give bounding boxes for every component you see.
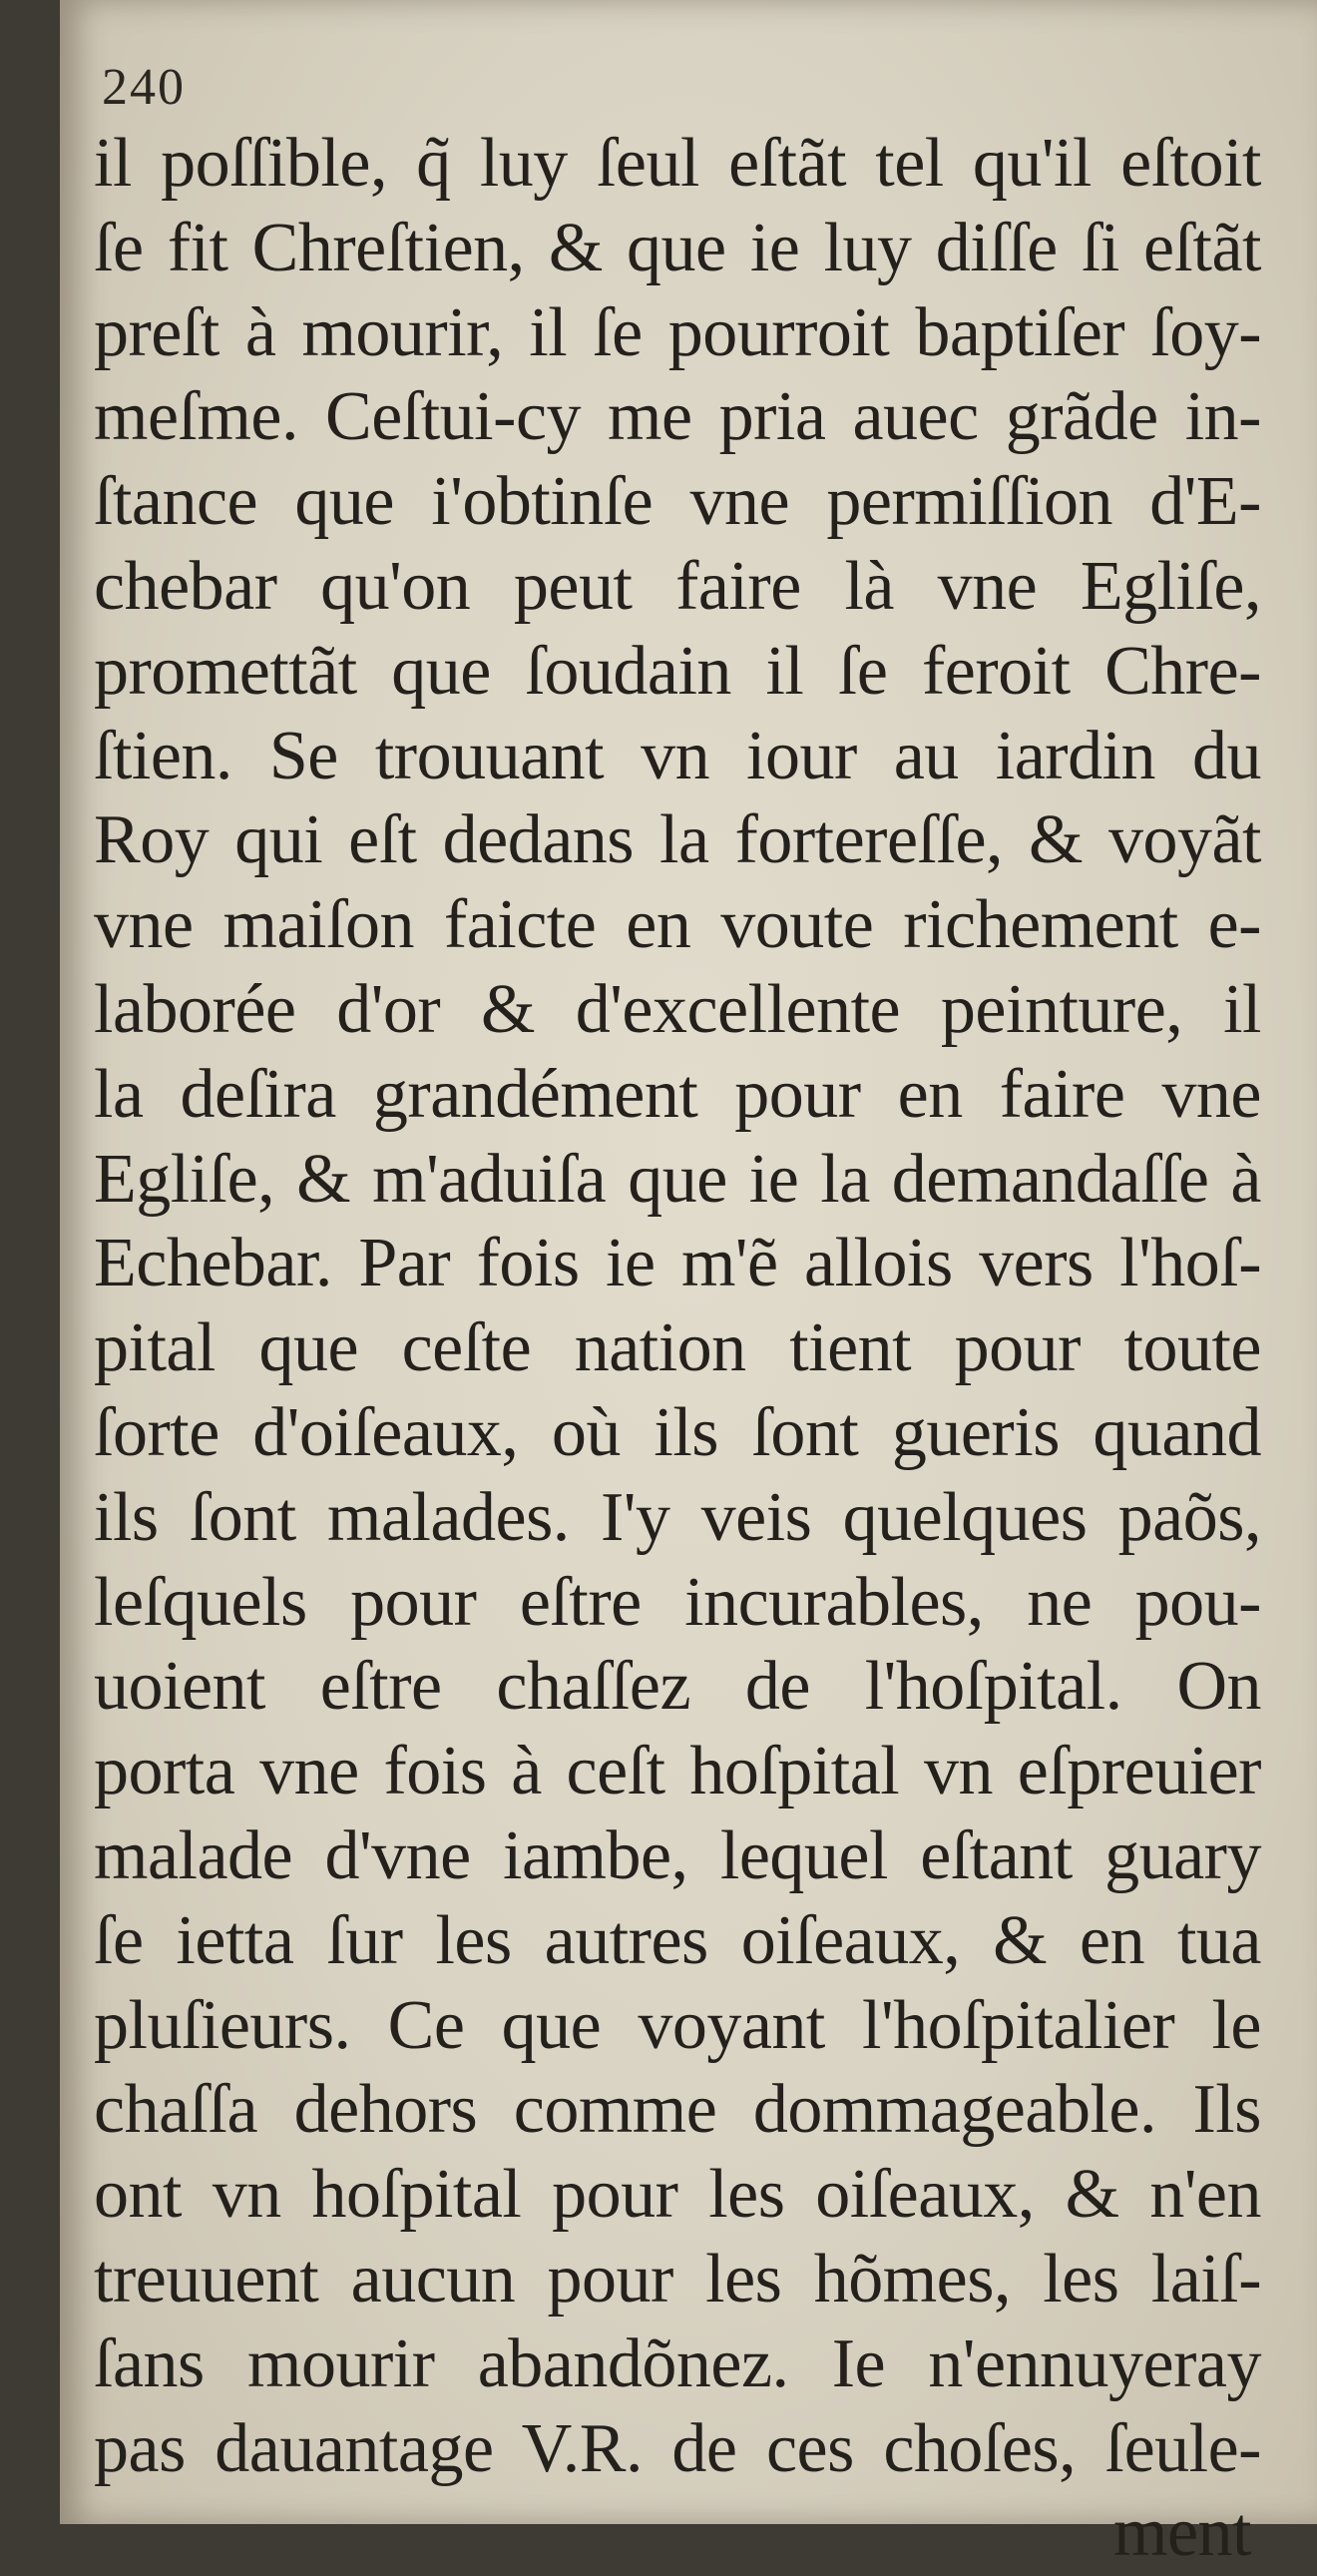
text-line: chaſſa dehors comme dommageable. Ils xyxy=(94,2071,1261,2149)
text-line: ils ſont malades. I'y veis quelques paõs, xyxy=(94,1478,1261,1556)
text-line: ſorte d'oiſeaux, où ils ſont gueris quand xyxy=(94,1393,1261,1471)
text-line: preſt à mourir, il ſe pourroit baptiſer ſoy- xyxy=(94,293,1261,371)
text-line: promettãt que ſoudain il ſe feroit Chre- xyxy=(94,632,1261,710)
page-number: 240 xyxy=(102,59,186,116)
text-line: pas dauantage V.R. de ces choſes, ſeule- xyxy=(94,2409,1261,2487)
text-line: ſe ietta ſur les autres oiſeaux, & en tua xyxy=(94,1901,1261,1979)
text-line: ont vn hoſpital pour les oiſeaux, & n'en xyxy=(94,2156,1261,2234)
text-line: il poſſible, q̃ luy ſeul eſtãt tel qu'il eſtoit xyxy=(94,125,1261,202)
text-line: malade d'vne iambe, lequel eſtant guary xyxy=(94,1816,1261,1894)
text-line: la deſira grandément pour en faire vne xyxy=(94,1055,1261,1133)
text-line: uoient eſtre chaſſez de l'hoſpital. On xyxy=(94,1648,1261,1726)
text-line: pluſieurs. Ce que voyant l'hoſpitalier le xyxy=(94,1986,1261,2064)
text-line: ſe fit Chreſtien, & que ie luy diſſe ſi eſtãt xyxy=(94,209,1261,286)
body-text xyxy=(94,122,1261,2576)
text-line: Roy qui eſt dedans la fortereſſe, & voyãt xyxy=(94,801,1261,879)
text-line: treuuent aucun pour les hõmes, les laiſ- xyxy=(94,2240,1261,2318)
text-line: meſme. Ceſtui-cy me pria auec grãde in- xyxy=(94,378,1261,456)
text-line: ſtien. Se trouuant vn iour au iardin du xyxy=(94,717,1261,794)
text-line: porta vne fois à ceſt hoſpital vn eſpreuier xyxy=(94,1733,1261,1810)
text-line: ſans mourir abandõnez. Ie n'ennuyeray xyxy=(94,2324,1261,2402)
book-page xyxy=(60,0,1317,2572)
text-line: leſquels pour eſtre incurables, ne pou- xyxy=(94,1563,1261,1641)
text-line: Echebar. Par fois ie m'ẽ allois vers l'hoſ- xyxy=(94,1225,1261,1302)
text-line: chebar qu'on peut faire là vne Egliſe, xyxy=(94,547,1261,625)
text-line: laborée d'or & d'excellente peinture, il xyxy=(94,970,1261,1048)
catchword: ment xyxy=(1113,2494,1251,2572)
text-line: ſtance que i'obtinſe vne permiſſion d'E- xyxy=(94,463,1261,541)
text-line: Egliſe, & m'aduiſa que ie la demandaſſe à xyxy=(94,1140,1261,1218)
text-line: vne maiſon faicte en voute richement e- xyxy=(94,886,1261,964)
text-line: pital que ceſte nation tient pour toute xyxy=(94,1309,1261,1387)
